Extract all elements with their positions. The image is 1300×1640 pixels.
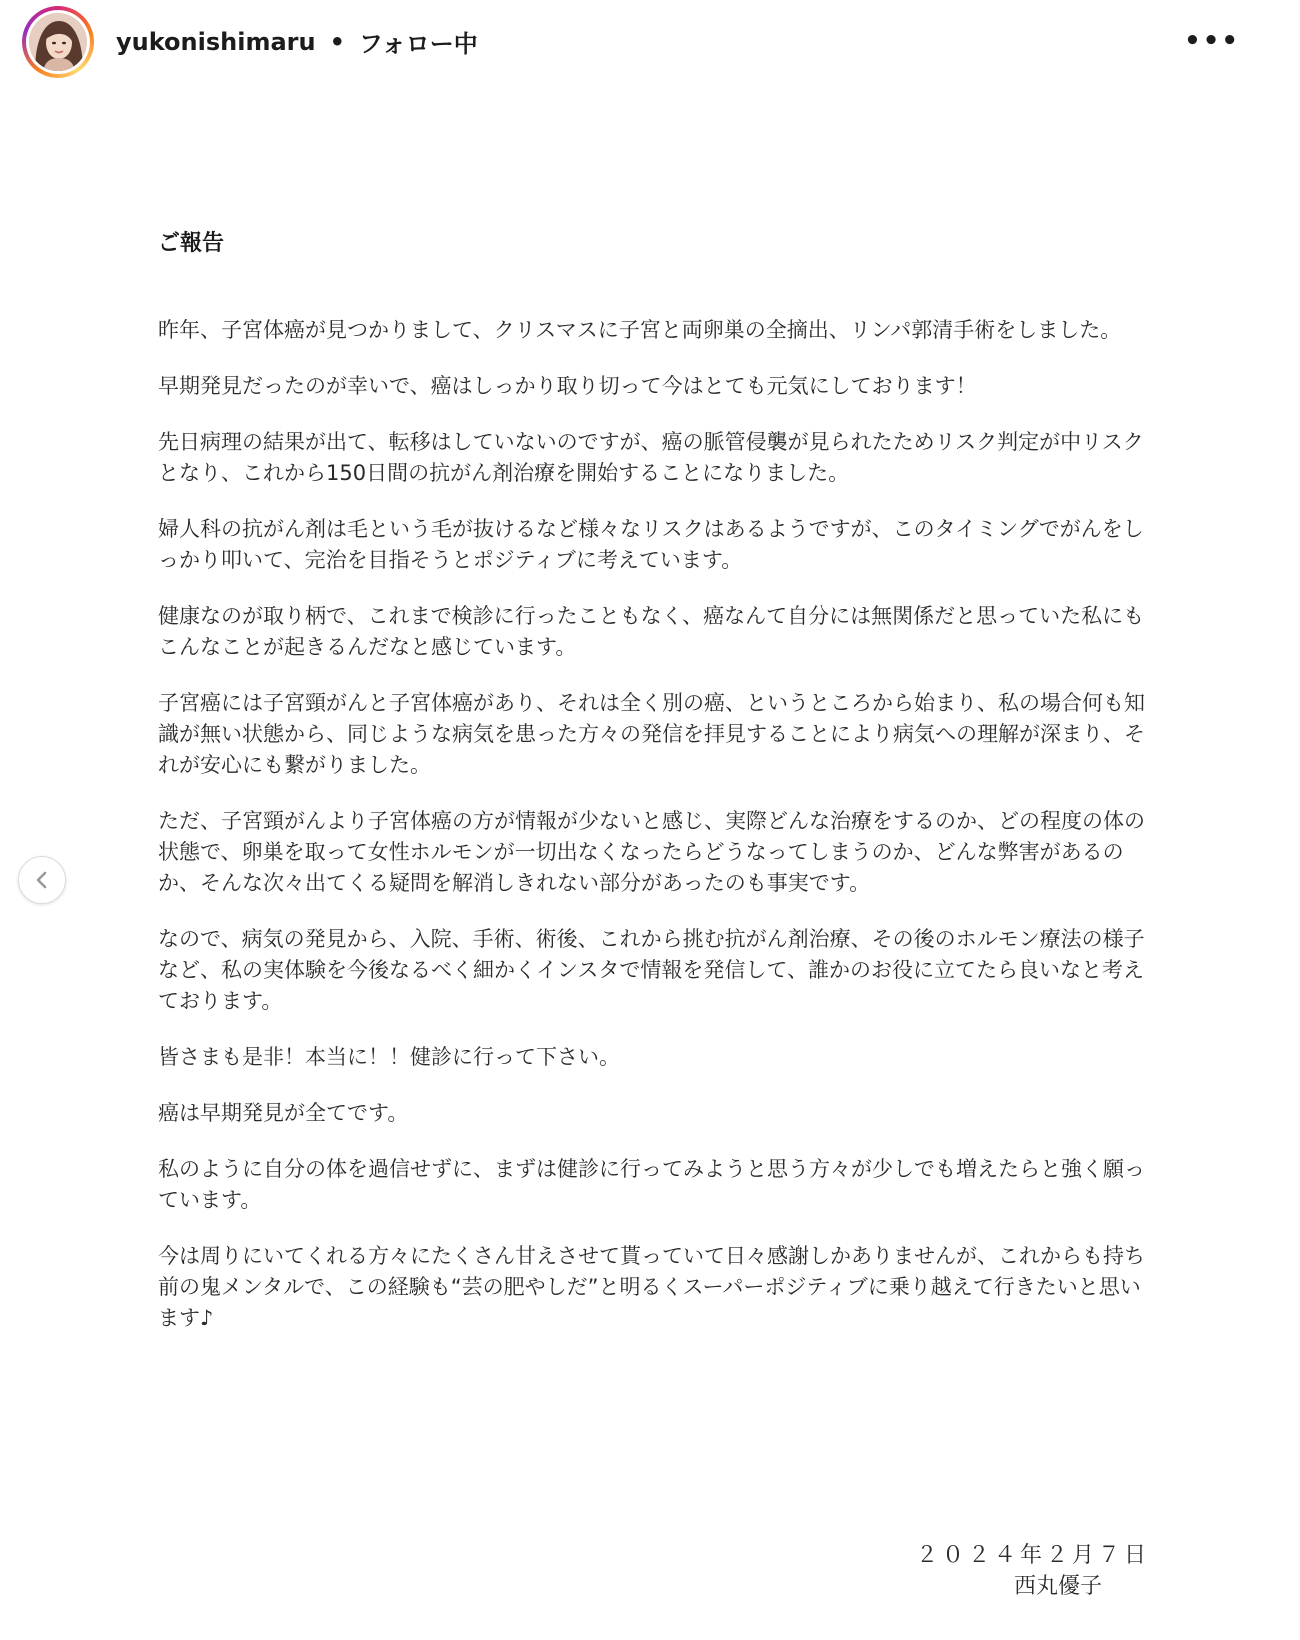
letter-paragraph: 癌は早期発見が全てです。 bbox=[158, 1101, 409, 1125]
separator-dot: • bbox=[329, 27, 345, 56]
letter-paragraph: 健康なのが取り柄で、これまで検診に行ったこともなく、癌なんて自分には無関係だと思っていた私にもこんなことが起きるんだなと感じています。 bbox=[158, 604, 1145, 659]
following-button[interactable]: フォロー中 bbox=[358, 30, 478, 58]
letter-paragraph: 昨年、子宮体癌が見つかりまして、クリスマスに子宮と両卵巣の全摘出、リンパ郭清手術をしました。 bbox=[158, 318, 1122, 342]
letter-date: ２０２４年２月７日 bbox=[915, 1543, 1150, 1568]
post-header bbox=[0, 0, 1300, 84]
letter-paragraph: 先日病理の結果が出て、転移はしていないのですが、癌の脈管侵襲が見られたためリスク判定が中リスクとなり、これから150日間の抗がん剤治療を開始することになりました。 bbox=[158, 430, 1144, 485]
letter-signature-block bbox=[916, 1540, 1150, 1602]
avatar[interactable] bbox=[29, 13, 87, 71]
chevron-left-icon bbox=[31, 869, 53, 891]
letter-paragraph: 子宮癌には子宮頸がんと子宮体癌があり、それは全く別の癌、というところから始まり、私の場合何も知識が無い状態から、同じような病気を患った方々の発信を拝見することにより病気への理解が深まり、それが安心にも繋がりました。 bbox=[158, 691, 1145, 777]
letter-signature: 西丸優子 bbox=[1013, 1574, 1102, 1599]
letter-paragraph: 婦人科の抗がん剤は毛という毛が抜けるなど様々なリスクはあるようですが、このタイミングでがんをしっかり叩いて、完治を目指そうとポジティブに考えています。 bbox=[158, 517, 1144, 572]
carousel-prev-button[interactable] bbox=[18, 856, 66, 904]
username-row bbox=[116, 24, 478, 59]
letter-paragraph: なので、病気の発見から、入院、手術、術後、これから挑む抗がん剤治療、その後のホルモン療法の様子など、私の実体験を今後なるべく細かくインスタで情報を発信して、誰かのお役に立てたら良いなと考えております。 bbox=[158, 927, 1145, 1013]
letter-paragraph: ただ、子宮頸がんより子宮体癌の方が情報が少ないと感じ、実際どんな治療をするのか、どの程度の体の状態で、卵巣を取って女性ホルモンが一切出なくなったらどうなってしまうのか、どんな弊害があるのか、そんな次々出てくる疑問を解消しきれない部分があったのも事実です。 bbox=[158, 809, 1145, 895]
more-horizontal-icon[interactable]: ••• bbox=[1184, 26, 1240, 56]
letter-paragraph: 皆さまも是非！本当に！！健診に行って下さい。 bbox=[158, 1045, 620, 1069]
avatar-border bbox=[26, 10, 90, 74]
story-ring[interactable] bbox=[22, 6, 94, 78]
username-link[interactable]: yukonishimaru bbox=[116, 27, 316, 56]
letter-paragraph: 私のように自分の体を過信せずに、まずは健診に行ってみようと思う方々が少しでも増えたらと強く願っています。 bbox=[158, 1157, 1145, 1212]
letter-paragraph: 今は周りにいてくれる方々にたくさん甘えさせて貰っていて日々感謝しかありませんが、これからも持ち前の鬼メンタルで、この経験も“芸の肥やしだ”と明るくスーパーポジティブに乗り越えて行きたいと思います♪ bbox=[158, 1244, 1145, 1330]
avatar-photo bbox=[29, 13, 87, 71]
letter-paragraph: 早期発見だったのが幸いで、癌はしっかり取り切って今はとても元気にしております！ bbox=[158, 374, 977, 398]
announcement-letter bbox=[158, 228, 1148, 1359]
letter-title: ご報告 bbox=[158, 231, 225, 256]
